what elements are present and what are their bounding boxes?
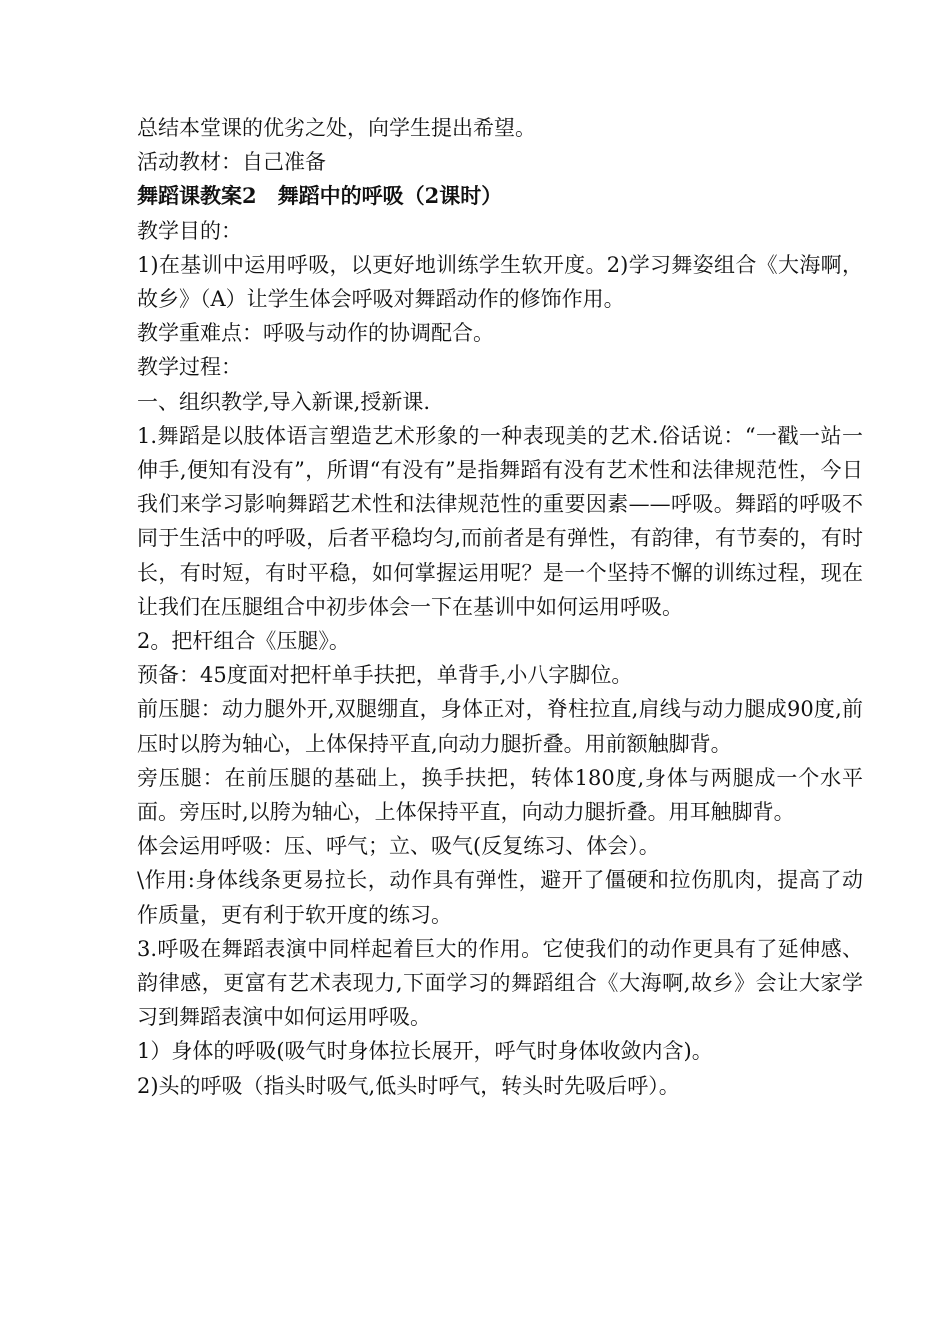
paragraph-intro: 1.舞蹈是以肢体语言塑造艺术形象的一种表现美的艺术.俗话说：“一戳一站一伸手,便知有没有”，所谓“有没有”是指舞蹈有没有艺术性和法律规范性，今日我们来学习影响舞蹈艺术性和法律规范性的重要因素——呼吸。舞蹈的呼吸不同于生活中的呼吸，后者平稳均匀,而前者是有弹性，有韵律，有节奏的，有时长，有时短，有时平稳，如何掌握运用呢？是一个坚持不懈的训练过程，现在让我们在压腿组合中初步体会一下在基训中如何运用呼吸。 [137,423,863,619]
paragraph-prepare: 预备：45度面对把杆单手扶把，单背手,小八字脚位。 [137,663,633,688]
paragraph-key-points: 教学重难点：呼吸与动作的协调配合。 [137,321,494,346]
paragraph-front-stretch: 前压腿：动力腿外开,双腿绷直，身体正对，脊柱拉直,肩线与动力腿成90度,前压时以胯为轴心，上体保持平直,向动力腿折叠。用前额触脚背。 [137,697,863,756]
paragraph-barre-title: 2。把杆组合《压腿》。 [137,629,350,654]
paragraph-goals-label: 教学目的： [137,218,242,243]
paragraph-breathing-practice: 体会运用呼吸：压、呼气；立、吸气(反复练习、体会）。 [137,834,660,859]
paragraph-side-stretch: 旁压腿：在前压腿的基础上，换手扶把，转体180度,身体与两腿成一个水平面。旁压时,以胯为轴心，上体保持平直，向动力腿折叠。用耳触脚背。 [137,765,863,825]
paragraph-performance: 3.呼吸在舞蹈表演中同样起着巨大的作用。它使我们的动作更具有了延伸感、韵律感，更富有艺术表现力,下面学习的舞蹈组合《大海啊,故乡》会让大家学习到舞蹈表演中如何运用呼吸。 [137,936,863,1030]
lesson-heading: 舞蹈课教案2 舞蹈中的呼吸（2课时） [137,183,503,209]
paragraph-goals: 1)在基训中运用呼吸，以更好地训练学生软开度。2)学习舞姿组合《大海啊，故乡》（A）让学生体会呼吸对舞蹈动作的修饰作用。 [137,252,863,312]
paragraph-body-breathing: 1）身体的呼吸(吸气时身体拉长展开，呼气时身体收敛内含)。 [137,1039,713,1064]
document-body [137,111,863,1103]
paragraph-step-one: 一、组织教学,导入新课,授新课. [137,389,431,414]
paragraph-summary: 总结本堂课的优劣之处，向学生提出希望。 [137,116,536,140]
paragraph-head-breathing: 2)头的呼吸（指头时吸气,低头时呼气，转头时先吸后呼）。 [137,1073,680,1098]
paragraph-effect: \作用:身体线条更易拉长，动作具有弹性，避开了僵硬和拉伤肌肉，提高了动作质量，更有利于软开度的练习。 [137,868,863,927]
paragraph-process-label: 教学过程： [137,355,242,380]
paragraph-materials: 活动教材：自己准备 [137,150,326,175]
